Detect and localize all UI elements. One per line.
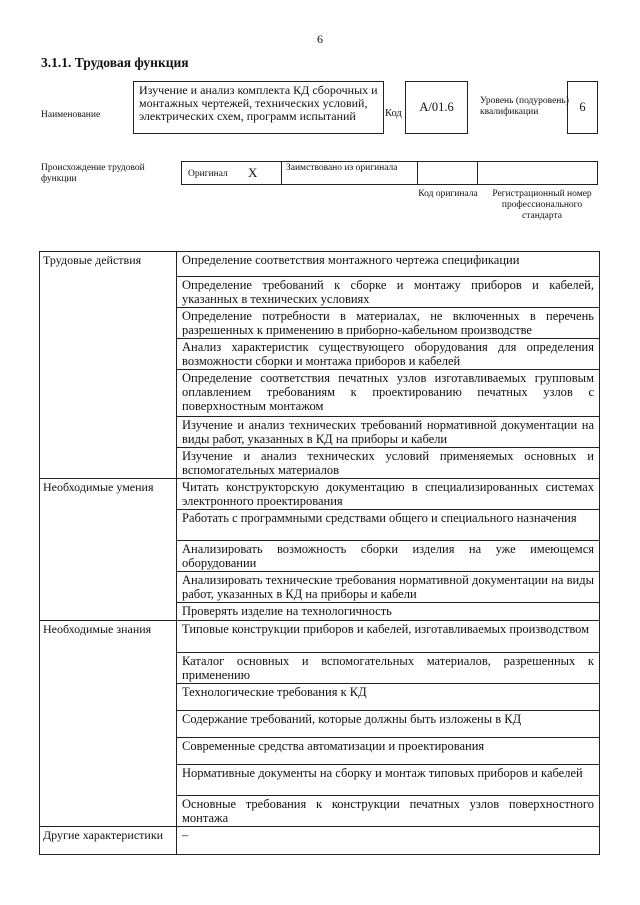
required-knowledge-item: Современные средства автоматизации и проектирования: [177, 738, 600, 765]
code-box: А/01.6: [405, 81, 468, 134]
required-skills-label: Необходимые умения: [40, 479, 177, 621]
qualification-level-box: 6: [567, 81, 598, 134]
borrowed-label: Заимствовано из оригинала: [286, 163, 398, 173]
original-cell: [182, 162, 282, 184]
required-skills-item: Читать конструкторскую документацию в специализированных системах электронного проектирования: [177, 479, 600, 510]
labor-function-table: [39, 251, 600, 855]
qualification-level-label: Уровень (подуровень) квалификации: [480, 96, 569, 117]
required-knowledge-item: Содержание требований, которые должны быть изложены в КД: [177, 711, 600, 738]
required-skills-item: Проверять изделие на технологичность: [177, 603, 600, 621]
page-number: 6: [317, 32, 323, 46]
required-knowledge-item: Каталог основных и вспомогательных материалов, разрешенных к применению: [177, 653, 600, 684]
table-row: [40, 252, 600, 277]
table-row: [40, 827, 600, 855]
other-characteristics-label: Другие характеристики: [40, 827, 177, 855]
required-skills-item: Работать с программными средствами общего и специального назначения: [177, 510, 600, 541]
function-name-box: Изучение и анализ комплекта КД сборочных и монтажных чертежей, технических условий, электрических схем, программ испытаний: [133, 81, 384, 134]
code-original-cell: [418, 162, 478, 184]
registration-number-cell: [478, 162, 598, 184]
code-original-caption: Код оригинала: [418, 189, 478, 199]
table-row: [40, 479, 600, 510]
required-knowledge-item: Нормативные документы на сборку и монтаж типовых приборов и кабелей: [177, 765, 600, 796]
required-knowledge-item: Основные требования к конструкции печатных узлов поверхностного монтажа: [177, 796, 600, 827]
code-label: Код: [385, 108, 402, 119]
labor-actions-item: Изучение и анализ технических требований нормативной документации на виды работ, указанных в КД на приборы и кабели: [177, 417, 600, 448]
origin-row: [181, 161, 598, 185]
section-title: 3.1.1. Трудовая функция: [41, 55, 189, 70]
labor-actions-item: Определение соответствия монтажного чертежа спецификации: [177, 252, 600, 277]
required-knowledge-item: Типовые конструкции приборов и кабелей, изготавливаемых производством: [177, 621, 600, 653]
name-label: Наименование: [41, 110, 101, 120]
labor-actions-item: Анализ характеристик существующего оборудования для определения возможности сборки и монтажа приборов и кабелей: [177, 339, 600, 370]
original-label: Оригинал: [188, 169, 228, 179]
origin-label: Происхождение трудовой функции: [41, 163, 145, 184]
other-characteristics-item: –: [177, 827, 600, 855]
labor-actions-label: Трудовые действия: [40, 252, 177, 479]
labor-actions-item: Изучение и анализ технических условий применяемых основных и вспомогательных материалов: [177, 448, 600, 479]
required-knowledge-label: Необходимые знания: [40, 621, 177, 827]
labor-actions-item: Определение потребности в материалах, не включенных в перечень разрешенных к применению в приборно-кабельном производстве: [177, 308, 600, 339]
registration-number-caption: Регистрационный номер профессионального стандарта: [492, 189, 592, 221]
required-skills-item: Анализировать возможность сборки изделия на уже имеющемся оборудовании: [177, 541, 600, 572]
original-mark: X: [248, 165, 258, 180]
borrowed-cell: [282, 162, 418, 184]
labor-actions-item: Определение соответствия печатных узлов изготавливаемых групповым оплавлением требованиям к проектированию печатных узлов с поверхностным монтажом: [177, 370, 600, 417]
required-skills-item: Анализировать технические требования нормативной документации на виды работ, указанных в КД на приборы и кабели: [177, 572, 600, 603]
table-row: [40, 621, 600, 653]
labor-actions-item: Определение требований к сборке и монтажу приборов и кабелей, указанных в технических условиях: [177, 277, 600, 308]
required-knowledge-item: Технологические требования к КД: [177, 684, 600, 711]
